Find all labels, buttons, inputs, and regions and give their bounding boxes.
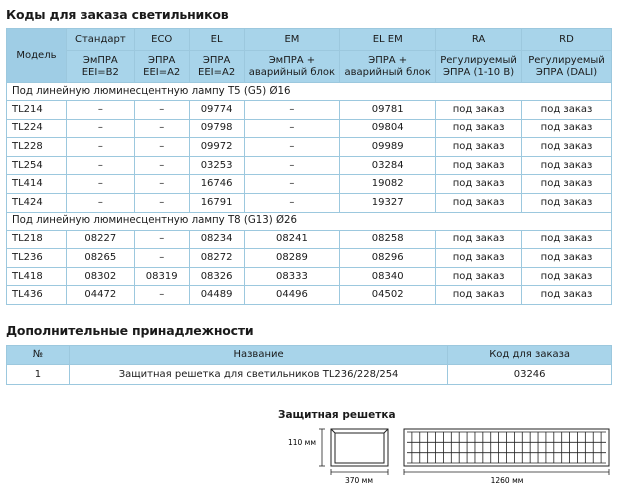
header-cell: № — [7, 346, 70, 365]
code-cell: – — [134, 230, 189, 249]
code-cell: – — [134, 101, 189, 120]
header-description — [340, 51, 436, 83]
header-line: ЭПРА (1-10 В) — [443, 66, 515, 78]
code-cell: под заказ — [436, 249, 522, 268]
codes-title: Коды для заказа светильников — [6, 7, 229, 22]
header-line: аварийный блок — [248, 66, 336, 78]
accessory-cell: 03246 — [448, 365, 612, 385]
grille-drawing — [0, 400, 618, 496]
code-cell: – — [134, 286, 189, 305]
code-cell: – — [244, 101, 340, 120]
grille-top-view — [404, 429, 609, 466]
code-cell: под заказ — [436, 156, 522, 175]
drawing-title: Защитная решетка — [278, 409, 396, 421]
code-cell: 16746 — [189, 175, 244, 194]
header-line: аварийный блок — [344, 66, 431, 78]
order-codes-table — [6, 28, 612, 305]
header-row — [7, 51, 612, 83]
table-row — [7, 101, 612, 120]
code-cell: 16791 — [189, 193, 244, 212]
table-row — [7, 365, 612, 385]
code-cell: под заказ — [522, 119, 612, 138]
code-cell: под заказ — [522, 267, 612, 286]
code-cell: 03253 — [189, 156, 244, 175]
code-cell: 19327 — [340, 193, 436, 212]
grille-diagram — [0, 400, 618, 496]
table-row — [7, 286, 612, 305]
header-line: ЭмПРА — [82, 54, 118, 66]
header-line: Регулируемый — [528, 54, 605, 66]
code-cell: под заказ — [436, 267, 522, 286]
group-label: Под линейную люминесцентную лампу Т8 (G13) Ø26 — [7, 212, 612, 230]
code-cell: – — [244, 156, 340, 175]
code-cell: 08340 — [340, 267, 436, 286]
header-description — [66, 51, 134, 83]
header-variant: EL EM — [340, 29, 436, 51]
code-cell: 09972 — [189, 138, 244, 157]
width-label: 370 мм — [344, 476, 374, 485]
code-cell: – — [66, 101, 134, 120]
header-cell: Название — [69, 346, 447, 365]
header-line: Регулируемый — [440, 54, 517, 66]
code-cell: под заказ — [436, 138, 522, 157]
code-cell: под заказ — [436, 101, 522, 120]
model-cell: TL418 — [7, 267, 67, 286]
code-cell: под заказ — [522, 101, 612, 120]
code-cell: под заказ — [522, 175, 612, 194]
code-cell: 03284 — [340, 156, 436, 175]
accessory-cell: Защитная решетка для светильников TL236/228/254 — [69, 365, 447, 385]
header-line: ЭПРА — [202, 54, 231, 66]
code-cell: 09781 — [340, 101, 436, 120]
code-cell: – — [244, 193, 340, 212]
model-cell: TL424 — [7, 193, 67, 212]
code-cell: 08258 — [340, 230, 436, 249]
code-cell: под заказ — [522, 156, 612, 175]
code-cell: – — [66, 156, 134, 175]
code-cell: 08296 — [340, 249, 436, 268]
width-dimension — [331, 469, 388, 475]
header-description — [244, 51, 340, 83]
code-cell: под заказ — [436, 286, 522, 305]
grille-cross-section — [331, 429, 388, 466]
table-row — [7, 119, 612, 138]
model-cell: TL436 — [7, 286, 67, 305]
header-variant: EL — [189, 29, 244, 51]
code-cell: 09989 — [340, 138, 436, 157]
code-cell: под заказ — [436, 175, 522, 194]
code-cell: 04502 — [340, 286, 436, 305]
table-row — [7, 175, 612, 194]
table-row — [7, 193, 612, 212]
code-cell: 04489 — [189, 286, 244, 305]
header-variant: EM — [244, 29, 340, 51]
code-cell: 08289 — [244, 249, 340, 268]
length-label: 1260 мм — [490, 476, 524, 485]
table-row — [7, 156, 612, 175]
code-cell: 08333 — [244, 267, 340, 286]
height-dimension — [319, 429, 325, 466]
code-cell: под заказ — [522, 193, 612, 212]
code-cell: 08319 — [134, 267, 189, 286]
model-cell: TL224 — [7, 119, 67, 138]
table-row — [7, 230, 612, 249]
code-cell: – — [134, 156, 189, 175]
group-label: Под линейную люминесцентную лампу Т5 (G5) Ø16 — [7, 83, 612, 101]
code-cell: 08265 — [66, 249, 134, 268]
code-cell: 08227 — [66, 230, 134, 249]
length-dimension — [404, 469, 609, 475]
header-description — [522, 51, 612, 83]
code-cell: 08302 — [66, 267, 134, 286]
group-row — [7, 83, 612, 101]
code-cell: 04496 — [244, 286, 340, 305]
code-cell: – — [134, 138, 189, 157]
header-line: EEI=A2 — [143, 66, 181, 78]
header-cell: Код для заказа — [448, 346, 612, 365]
code-cell: – — [244, 175, 340, 194]
code-cell: под заказ — [436, 193, 522, 212]
accessory-cell: 1 — [7, 365, 70, 385]
header-line: EEI=B2 — [81, 66, 119, 78]
code-cell: 19082 — [340, 175, 436, 194]
table-row — [7, 267, 612, 286]
model-cell: TL214 — [7, 101, 67, 120]
code-cell: под заказ — [522, 138, 612, 157]
code-cell: 08234 — [189, 230, 244, 249]
accessories-title: Дополнительные принадлежности — [6, 323, 254, 338]
code-cell: 09798 — [189, 119, 244, 138]
code-cell: – — [66, 193, 134, 212]
code-cell: под заказ — [522, 249, 612, 268]
code-cell: – — [66, 138, 134, 157]
model-cell: TL236 — [7, 249, 67, 268]
code-cell: под заказ — [522, 286, 612, 305]
code-cell: – — [244, 138, 340, 157]
code-cell: 09804 — [340, 119, 436, 138]
model-cell: TL414 — [7, 175, 67, 194]
table-row — [7, 249, 612, 268]
group-row — [7, 212, 612, 230]
header-line: ЭмПРА + — [268, 54, 316, 66]
header-line: ЭПРА (DALI) — [535, 66, 598, 78]
code-cell: – — [134, 193, 189, 212]
code-cell: 08272 — [189, 249, 244, 268]
code-cell: – — [134, 119, 189, 138]
code-cell: – — [244, 119, 340, 138]
code-cell: под заказ — [436, 119, 522, 138]
header-variant: Стандарт — [66, 29, 134, 51]
code-cell: под заказ — [436, 230, 522, 249]
header-line: ЭПРА + — [368, 54, 408, 66]
code-cell: 08241 — [244, 230, 340, 249]
code-cell: 09774 — [189, 101, 244, 120]
header-row — [7, 29, 612, 51]
header-description — [436, 51, 522, 83]
code-cell: под заказ — [522, 230, 612, 249]
header-variant: RA — [436, 29, 522, 51]
code-cell: 08326 — [189, 267, 244, 286]
code-cell: 04472 — [66, 286, 134, 305]
accessories-table — [6, 345, 612, 385]
code-cell: – — [66, 175, 134, 194]
code-cell: – — [134, 249, 189, 268]
header-row — [7, 346, 612, 365]
header-line: ЭПРА — [148, 54, 176, 66]
header-description — [134, 51, 189, 83]
header-model: Модель — [7, 29, 67, 83]
model-cell: TL218 — [7, 230, 67, 249]
model-cell: TL254 — [7, 156, 67, 175]
height-label: 110 мм — [287, 438, 316, 447]
header-line: EEI=A2 — [198, 66, 236, 78]
code-cell: – — [134, 175, 189, 194]
header-variant: ECO — [134, 29, 189, 51]
code-cell: – — [66, 119, 134, 138]
header-description — [189, 51, 244, 83]
table-row — [7, 138, 612, 157]
header-variant: RD — [522, 29, 612, 51]
model-cell: TL228 — [7, 138, 67, 157]
